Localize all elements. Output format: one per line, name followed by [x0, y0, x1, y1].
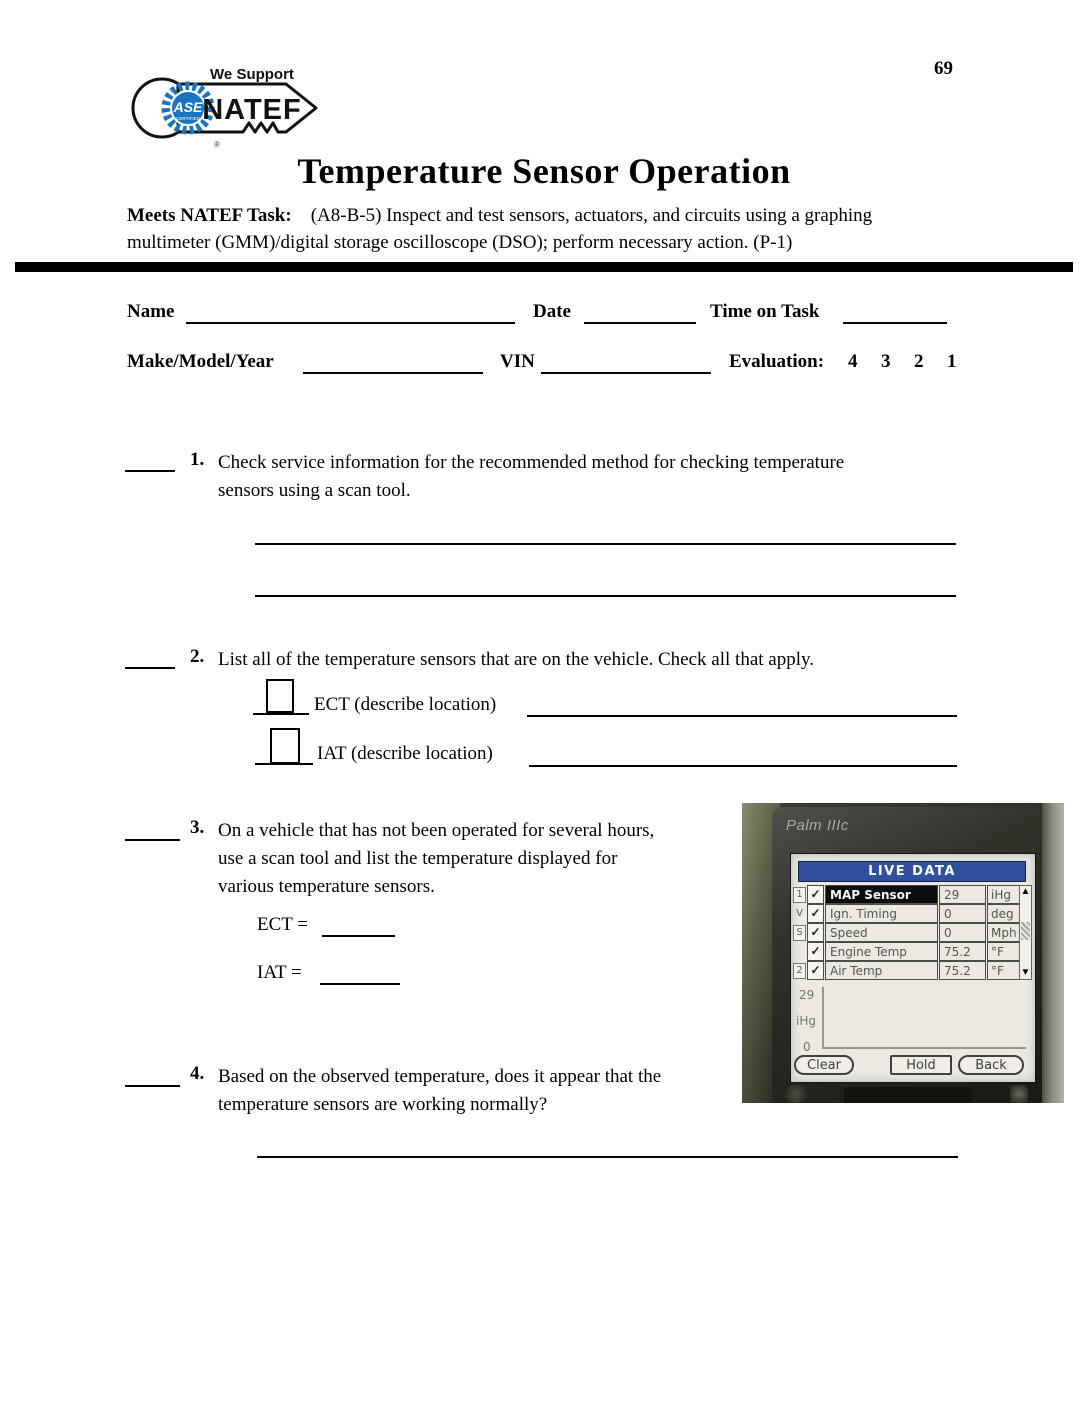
scan-tool-photo: [742, 803, 1064, 1103]
parameter-value: 0: [939, 923, 986, 942]
parameter-name: Ign. Timing: [825, 904, 938, 923]
checked-checkbox-icon: ✓: [807, 961, 824, 980]
item1-number: 1.: [190, 449, 205, 470]
evaluation-value-2: 2: [914, 351, 924, 372]
row-marker: 2: [793, 963, 806, 979]
parameter-name: Engine Temp: [825, 942, 938, 961]
iat-value-blank: [320, 983, 400, 985]
logo-tagline: We Support: [210, 66, 294, 83]
row-marker: 1: [793, 887, 806, 903]
hold-button: Hold: [890, 1055, 952, 1075]
table-row: [793, 923, 1020, 942]
iat-value-label: IAT =: [257, 962, 302, 983]
table-row: [793, 885, 1020, 904]
parameter-name: Speed: [825, 923, 938, 942]
item4-grade-blank: [125, 1085, 180, 1087]
palm-brand-text: Palm IIIc: [786, 817, 849, 834]
item1-answer-line1: [255, 543, 956, 545]
clear-button: Clear: [794, 1055, 854, 1075]
task-label: Meets NATEF Task:: [127, 205, 292, 226]
make-model-year-blank: [303, 372, 483, 374]
iat-checkbox: [270, 728, 300, 764]
checked-checkbox-icon: ✓: [807, 923, 824, 942]
parameter-name: Air Temp: [825, 961, 938, 980]
ase-certified-text: CERTIFIED: [176, 116, 200, 121]
make-model-year-label: Make/Model/Year: [127, 351, 274, 372]
parameter-unit: Mph: [987, 923, 1020, 942]
natef-logo: [126, 57, 324, 153]
item3-text-line1: On a vehicle that has not been operated for several hours,: [218, 820, 655, 841]
task-statement-line2: multimeter (GMM)/digital storage oscilloscope (DSO); perform necessary action. (P-1): [127, 232, 793, 253]
parameter-unit: iHg: [987, 885, 1020, 904]
scrollbar: [1019, 885, 1032, 980]
ect-checkbox-label: ECT (describe location): [314, 694, 497, 715]
evaluation-value-1: 1: [947, 351, 957, 372]
logo-natef-text: NATEF: [202, 94, 302, 126]
task-text-1: (A8-B-5) Inspect and test sensors, actuators, and circuits using a graphing: [310, 205, 873, 226]
graph-axis-unit-label: iHg: [796, 1014, 816, 1028]
date-label: Date: [533, 301, 571, 322]
name-label: Name: [127, 301, 175, 322]
name-blank: [186, 322, 515, 324]
item3-text-line3: various temperature sensors.: [218, 876, 435, 897]
parameter-value: 75.2: [939, 961, 986, 980]
parameter-unit: °F: [987, 961, 1020, 980]
row-marker: [793, 942, 806, 961]
row-marker: V: [796, 908, 803, 919]
photo-background-right: [1042, 803, 1064, 1103]
item3-text-line2: use a scan tool and list the temperature displayed for: [218, 848, 618, 869]
table-row: [793, 904, 1020, 923]
ect-value-blank: [322, 935, 395, 937]
parameter-value: 0: [939, 904, 986, 923]
ect-checkbox: [266, 679, 294, 713]
item3-grade-blank: [125, 839, 180, 841]
date-blank: [584, 322, 696, 324]
scroll-up-icon: ▲: [1020, 886, 1031, 897]
iat-location-blank: [529, 765, 957, 767]
checked-checkbox-icon: ✓: [807, 942, 824, 961]
checked-checkbox-icon: ✓: [807, 885, 824, 904]
evaluation-value-4: 4: [848, 351, 858, 372]
item1-answer-line2: [255, 595, 956, 597]
evaluation-value-3: 3: [881, 351, 891, 372]
page-title: Temperature Sensor Operation: [297, 151, 791, 191]
back-button: Back: [958, 1055, 1024, 1075]
checked-checkbox-icon: ✓: [807, 904, 824, 923]
item2-number: 2.: [190, 646, 205, 667]
item4-text-line2: temperature sensors are working normally?: [218, 1094, 548, 1115]
parameter-value: 29: [939, 885, 986, 904]
live-data-table: [793, 885, 1020, 980]
item3-number: 3.: [190, 817, 205, 838]
graph-y-axis: [822, 987, 824, 1049]
time-on-task-blank: [843, 322, 947, 324]
graph-axis-bottom-label: 0: [803, 1040, 811, 1054]
parameter-unit: °F: [987, 942, 1020, 961]
item4-number: 4.: [190, 1063, 205, 1084]
ect-value-label: ECT =: [257, 914, 309, 935]
device-button-right: [1010, 1085, 1028, 1103]
iat-check-blank: [255, 763, 313, 765]
iat-checkbox-label: IAT (describe location): [317, 743, 493, 764]
vin-label: VIN: [500, 351, 535, 372]
scroll-down-icon: ▼: [1020, 967, 1031, 978]
item1-text-line1: Check service information for the recommended method for checking temperature: [218, 452, 845, 473]
vin-blank: [541, 372, 711, 374]
row-marker: S: [793, 925, 806, 941]
graph-x-axis: [822, 1047, 1026, 1049]
live-data-title-bar: LIVE DATA: [798, 861, 1026, 882]
item4-answer-line: [257, 1156, 958, 1158]
parameter-name: MAP Sensor: [825, 885, 938, 904]
ect-check-blank: [253, 713, 309, 715]
registered-mark: ®: [214, 140, 220, 149]
ect-location-blank: [527, 715, 957, 717]
item2-text-line1: List all of the temperature sensors that are on the vehicle. Check all that apply.: [218, 649, 815, 670]
evaluation-label: Evaluation:: [729, 351, 825, 372]
scrollbar-thumb: [1021, 922, 1030, 940]
table-row: [793, 961, 1020, 980]
task-statement-line1: [127, 202, 967, 229]
page-number: 69: [934, 58, 953, 79]
palm-screen: [790, 853, 1036, 1083]
table-row: [793, 942, 1020, 961]
parameter-unit: deg: [987, 904, 1020, 923]
device-button-left: [784, 1085, 808, 1103]
device-graffiti-area: [844, 1087, 972, 1103]
item1-grade-blank: [125, 470, 175, 472]
graph-axis-top-label: 29: [799, 988, 815, 1002]
time-on-task-label: Time on Task: [710, 301, 820, 322]
item4-text-line1: Based on the observed temperature, does it appear that the: [218, 1066, 662, 1087]
parameter-value: 75.2: [939, 942, 986, 961]
divider-rule: [15, 262, 1073, 272]
item1-text-line2: sensors using a scan tool.: [218, 480, 411, 501]
item2-grade-blank: [125, 667, 175, 669]
ase-logo-text: ASE: [173, 99, 203, 115]
